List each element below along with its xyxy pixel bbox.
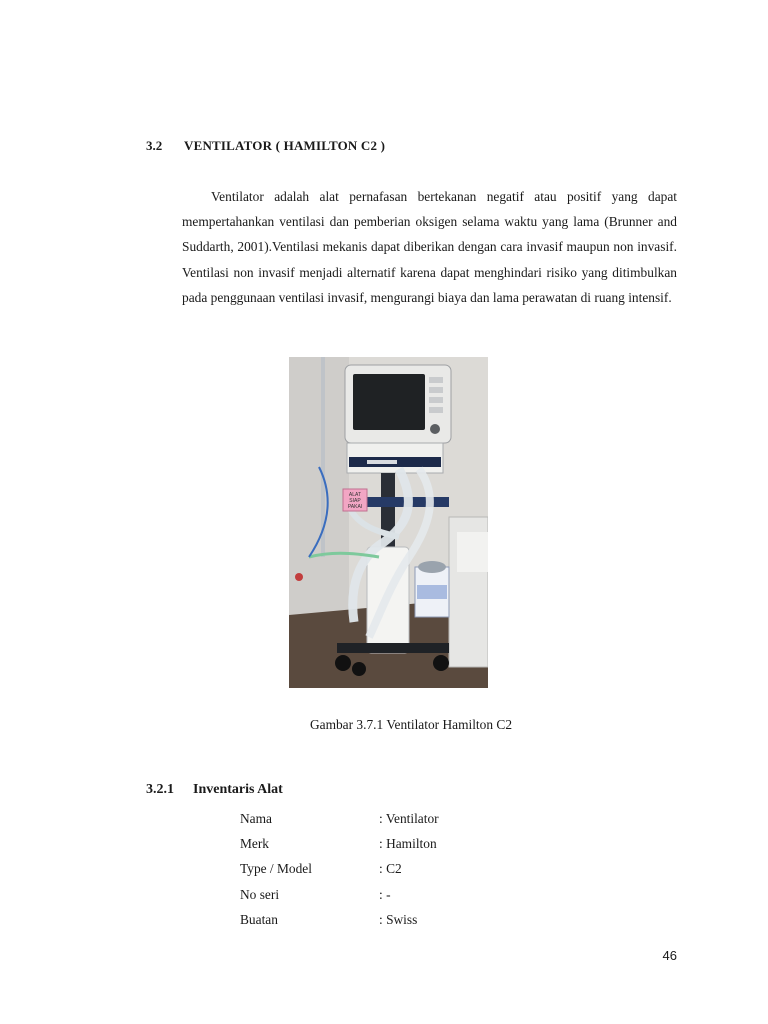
inventory-row <box>240 882 620 907</box>
inventory-label: No seri <box>240 886 280 902</box>
subsection-number: 3.2.1 <box>146 782 174 797</box>
inventory-label: Type / Model <box>240 861 312 877</box>
page-number: 46 <box>662 948 677 963</box>
inventory-value: : Ventilator <box>379 810 439 826</box>
ventilator-photo <box>289 357 488 688</box>
inventory-value: : Swiss <box>379 911 418 927</box>
inventory-value: : - <box>379 886 391 902</box>
inventory-row <box>240 806 620 831</box>
body-paragraph: Ventilator adalah alat pernafasan bertekanan negatif atau positif yang dapat mempertahankan ventilasi dan pemberian oksigen selama waktu yang lama (Brunner and Suddarth, 2001).Ventilasi mekanis dapat diberikan dengan cara invasif maupun non invasif. Ventilasi non invasif menjadi alternatif karena dapat menghindari risiko yang ditimbulkan pada penggunaan ventilasi invasif, mengurangi biaya dan lama perawatan di ruang intensif. <box>182 189 677 305</box>
inventory-label: Buatan <box>240 911 278 927</box>
inventory-row <box>240 831 620 856</box>
inventory-list <box>240 806 620 932</box>
tag-line-3: PAKAI <box>347 504 363 510</box>
inventory-row <box>240 857 620 882</box>
inventory-label: Nama <box>240 810 272 826</box>
section-number: 3.2 <box>146 138 163 153</box>
subsection-title: Inventaris Alat <box>193 782 283 797</box>
figure-caption: Gambar 3.7.1 Ventilator Hamilton C2 <box>309 717 513 732</box>
tag-line-1: ALAT <box>348 492 362 498</box>
inventory-label: Merk <box>240 835 270 851</box>
section-title: VENTILATOR ( HAMILTON C2 ) <box>184 138 386 153</box>
inventory-row <box>240 907 620 932</box>
tag-line-2: SIAP <box>349 498 361 504</box>
inventory-value: : Hamilton <box>379 835 437 851</box>
inventory-value: : C2 <box>379 861 402 877</box>
